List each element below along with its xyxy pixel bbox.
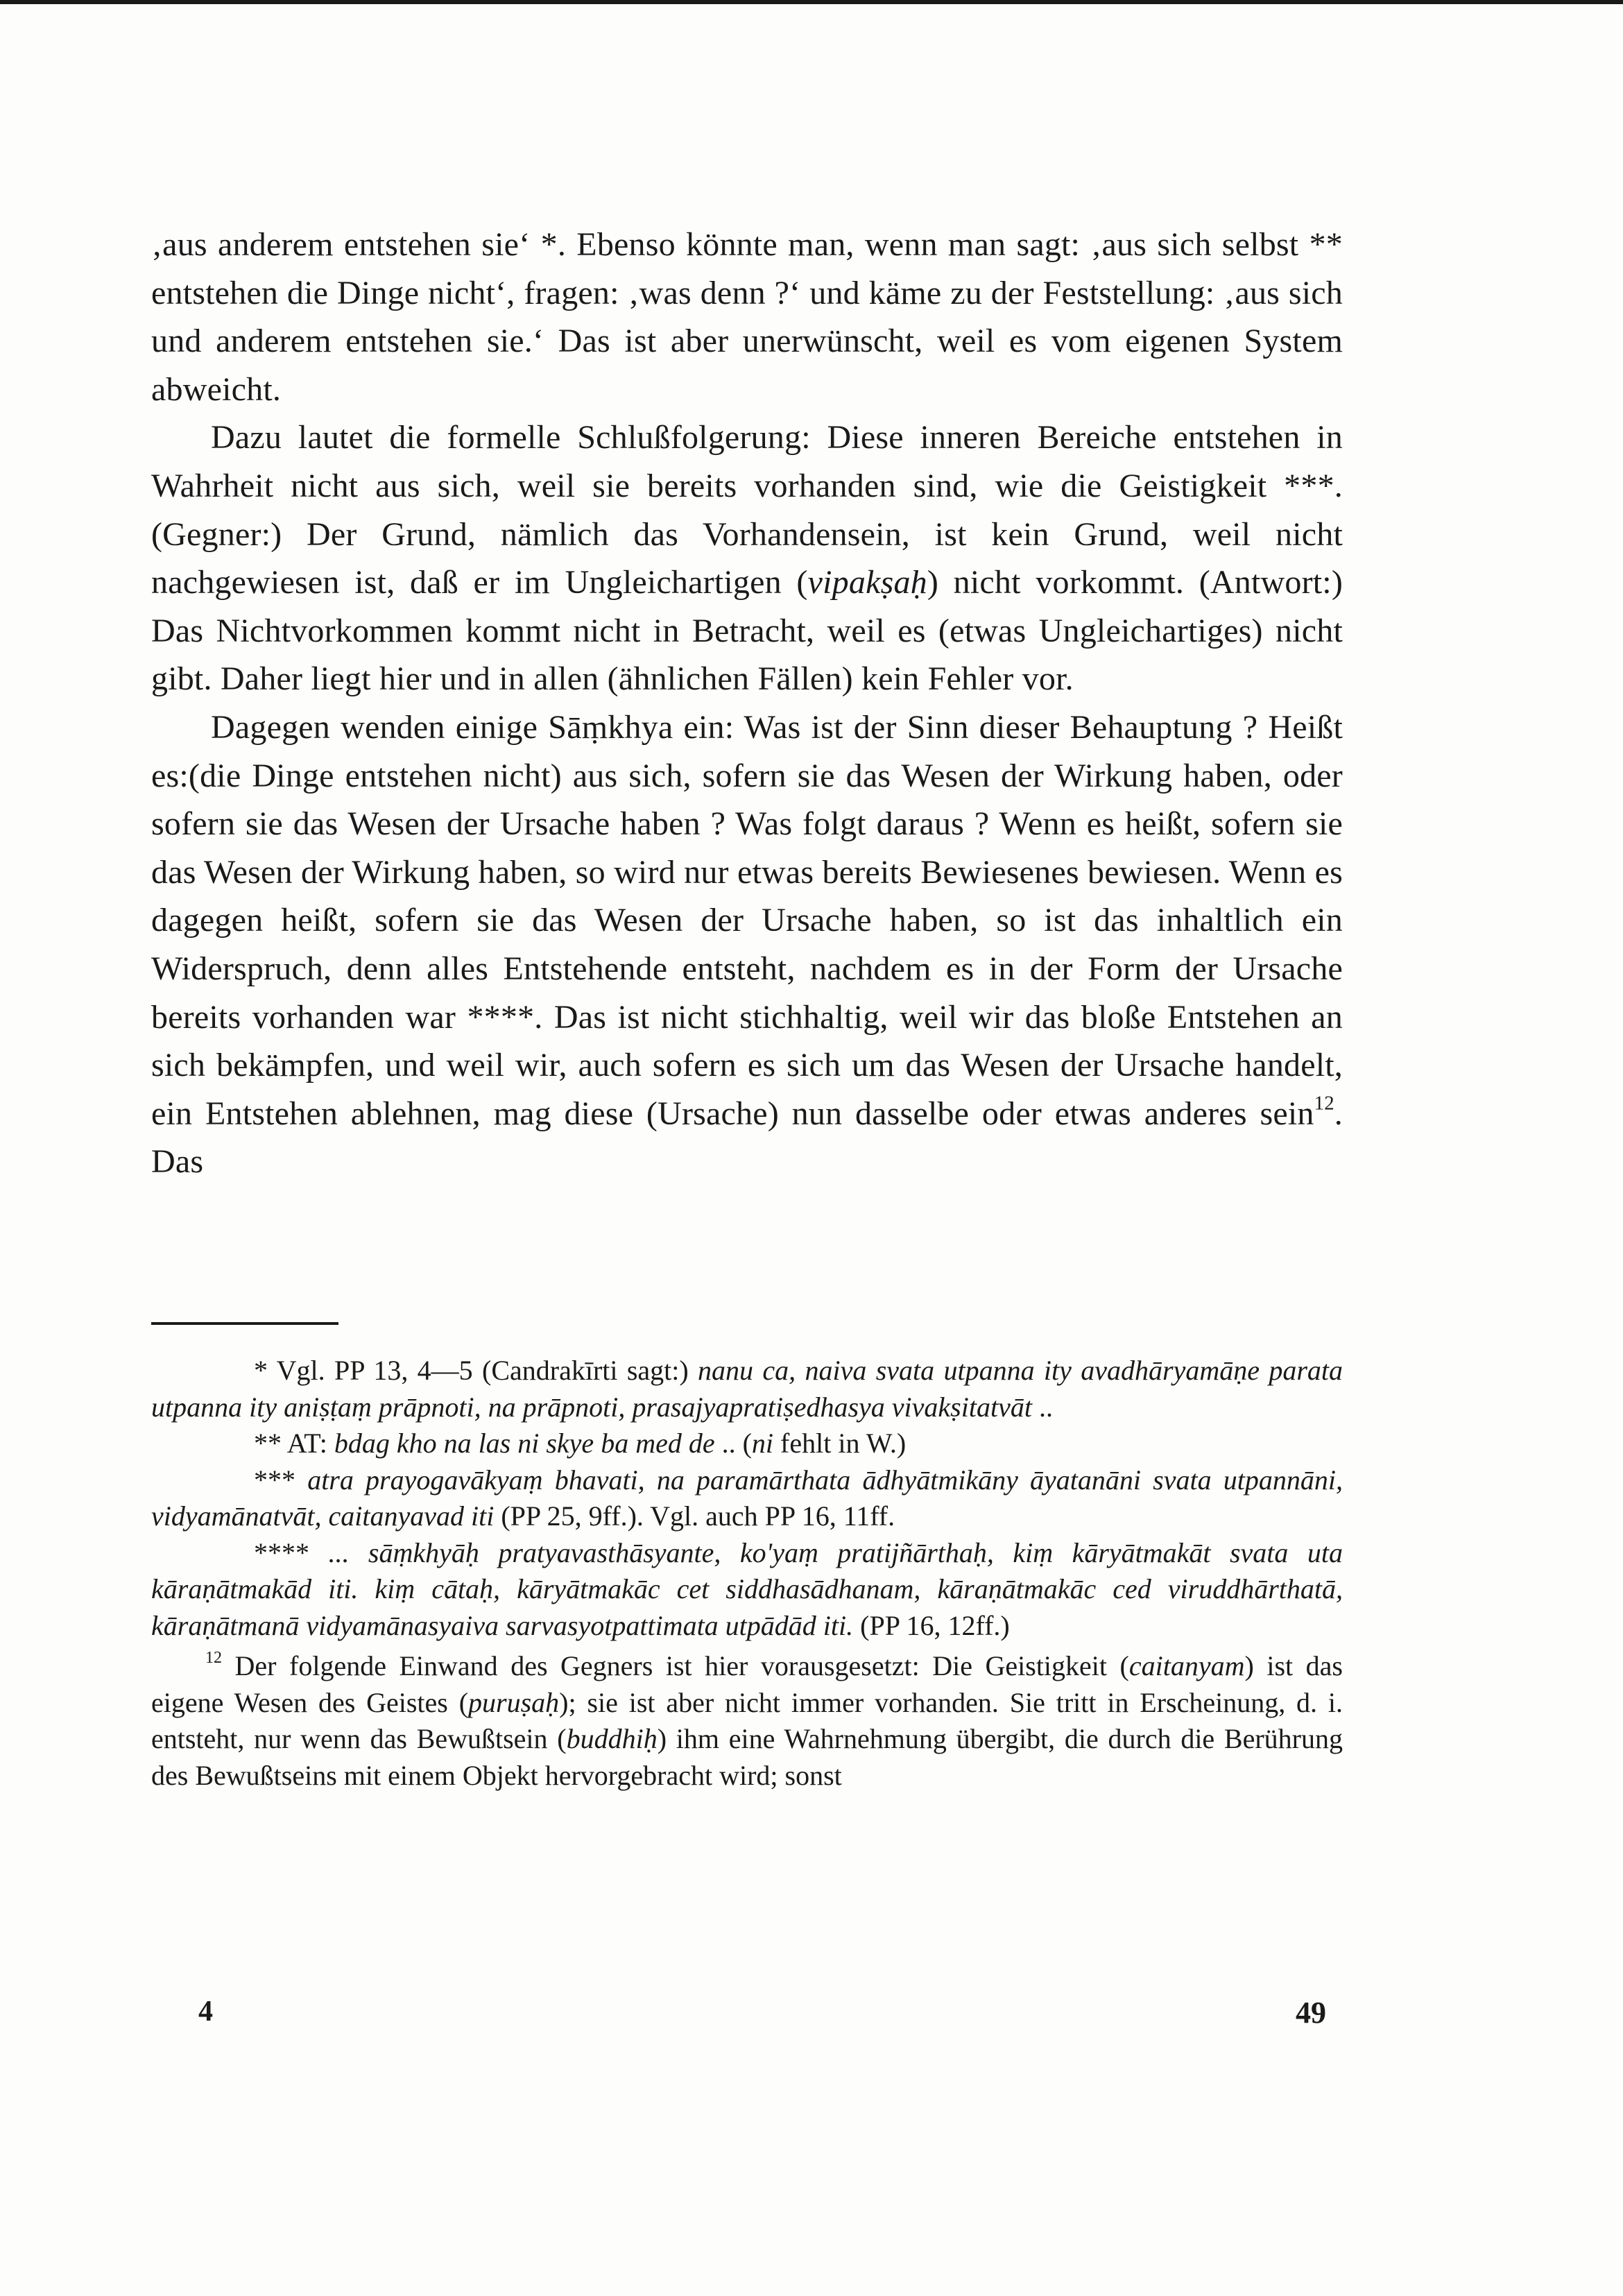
signature-mark: 4 [198, 1996, 213, 2028]
paragraph-3 [151, 703, 1343, 1186]
footnote-4-marker: **** [254, 1536, 329, 1568]
paragraph-3-text-a: Dagegen wenden einige Sāṃkhya ein: Was ist der Sinn dieser Behauptung ? Heißt es:(die Dinge entstehen nicht) aus sich, sofern sie das Wesen der Wirkung haben, oder sofern sie das Wesen der Ursache haben ? Was folgt daraus ? Wenn es heißt, sofern sie das Wesen der Wirkung haben, so wird nur etwas bereits Bewiesenes bewiesen. Wenn es dagegen heißt, sofern sie das Wesen der Ursache haben, so ist das inhaltlich ein Widerspruch, denn alles Entstehende entsteht, nachdem es in der Form der Ursache bereits vorhanden war ****. Das ist nicht stichhaltig, weil wir das bloße Entstehen an sich bekämpfen, und weil wir, auch sofern es sich um das Wesen der Ursache handelt, ein Entstehen ablehnen, mag diese (Ursache) nun dasselbe oder etwas anderes sein [151, 708, 1343, 1132]
paragraph-2-italic: vipakṣaḥ [807, 564, 927, 601]
paragraph-1 [151, 221, 1343, 413]
footnote-4-italic: ... sāṃkhyāḥ pratyavasthāsyante, ko'yaṃ pratijñārthaḥ, kiṃ kāryātmakāt svata uta kāraṇātmakād iti. kiṃ cātaḥ, kāryātmakāc cet siddhasādhanam, kāraṇātmakāc ced viruddhārthatā, kāraṇātmanā vidyamānasyaiva sarvasyotpattimata utpādād iti. [151, 1536, 1343, 1641]
footnote-3-marker: *** [254, 1464, 308, 1496]
footnote-2-mid: .. ( [714, 1428, 752, 1459]
footnote-1-italic: nanu ca, naiva svata utpanna ity avadhāryamāṇe parata utpanna ity aniṣṭaṃ prāpnoti, na prāpnoti, prasajyapratiṣedhasya vivakṣitatvāt [151, 1355, 1343, 1423]
footnote-12-italic-2: puruṣaḥ [468, 1686, 560, 1718]
footnotes [151, 1353, 1343, 1794]
footnote-separator [151, 1322, 338, 1325]
footnote-12-text-b: ) ist das eigene Wesen des Geistes ( [151, 1650, 1343, 1718]
footnote-12-marker: 12 [205, 1649, 222, 1667]
footnote-ref-12: 12 [1314, 1092, 1334, 1115]
footnote-2-marker: ** AT: [254, 1428, 334, 1459]
footnote-1 [151, 1353, 1343, 1425]
footnote-3-italic: atra prayogavākyaṃ bhavati, na paramārthata ādhyātmikāny āyatanāni svata utpannāni, vidyamānatvāt, caitanyavad iti [151, 1464, 1343, 1532]
footnote-1-marker: * Vgl. PP 13, 4—5 (Candrakīrti sagt:) [254, 1355, 698, 1386]
footnote-1-tail: .. [1031, 1391, 1053, 1423]
main-text [151, 221, 1343, 1186]
footnote-4 [151, 1535, 1343, 1645]
footnote-2-italic: bdag kho na las ni skye ba med de [334, 1428, 715, 1459]
footnote-2 [151, 1425, 1343, 1462]
paragraph-2 [151, 413, 1343, 703]
footnote-3 [151, 1462, 1343, 1535]
footnote-4-tail: (PP 16, 12ff.) [853, 1609, 1010, 1641]
paragraph-2-text-a: Dazu lautet die formelle Schlußfolgerung: Diese inneren Bereiche entstehen in Wahrheit nicht aus sich, weil sie bereits vorhanden sind, wie die Geistigkeit ***. (Gegner:) Der Grund, nämlich das Vorhandensein, ist kein Grund, weil nicht nachgewiesen ist, daß er im Ungleichartigen ( [151, 419, 1343, 601]
footnote-12-text-c: ); sie ist aber nicht immer vorhanden. Sie tritt in Erscheinung, d. i. entsteht, nur wenn das Bewußtsein ( [151, 1686, 1343, 1754]
paragraph-3-text-b: . Das [151, 1095, 1343, 1181]
footnote-2-tail: fehlt in W.) [773, 1428, 907, 1459]
footnote-12-text-d: ) ihm eine Wahrnehmung übergibt, die durch die Berührung des Bewußtseins mit einem Objekt hervorgebracht wird; sonst [151, 1723, 1343, 1791]
page-number: 49 [1296, 1996, 1326, 2030]
footnote-2-italic-2: ni [751, 1428, 774, 1459]
paragraph-1-text: ‚aus anderem entstehen sie‘ *. Ebenso könnte man, wenn man sagt: ‚aus sich selbst ** entstehen die Dinge nicht‘, fragen: ‚was denn ?‘ und käme zu der Feststellung: ‚aus sich und anderem entstehen sie.‘ Das ist aber unerwünscht, weil es vom eigenen System abweicht. [151, 226, 1343, 408]
footnote-12-text-a: Der folgende Einwand des Gegners ist hier vorausgesetzt: Die Geistigkeit ( [222, 1650, 1129, 1681]
footnote-12 [151, 1648, 1343, 1794]
scan-edge [0, 0, 1623, 4]
paragraph-2-text-b: ) nicht vorkommt. (Antwort:) Das Nichtvorkommen kommt nicht in Betracht, weil es (etwas Ungleichartiges) nicht gibt. Daher liegt hier und in allen (ähnlichen Fällen) kein Fehler vor. [151, 564, 1343, 698]
footnote-12-italic-3: buddhiḥ [566, 1723, 658, 1754]
footnote-3-tail: (PP 25, 9ff.). Vgl. auch PP 16, 11ff. [494, 1500, 895, 1532]
footnote-12-italic-1: caitanyam [1128, 1650, 1245, 1681]
